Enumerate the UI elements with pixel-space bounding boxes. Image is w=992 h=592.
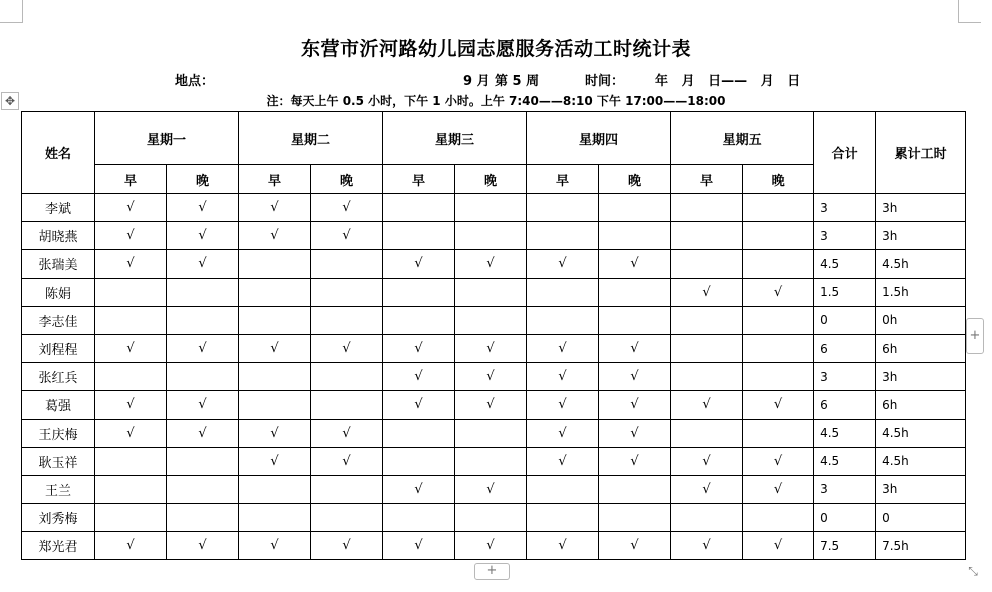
empty-shift-cell[interactable] xyxy=(743,334,814,362)
empty-shift-cell[interactable] xyxy=(95,475,167,503)
empty-shift-cell[interactable] xyxy=(743,194,814,222)
check-mark-icon[interactable]: √ xyxy=(311,532,383,560)
time-label: 时间： xyxy=(585,74,625,89)
cumulative-hours-cell[interactable]: 1.5h xyxy=(876,278,966,306)
check-mark-icon[interactable]: √ xyxy=(671,532,743,560)
check-mark-icon[interactable]: √ xyxy=(95,391,167,419)
check-mark-icon[interactable]: √ xyxy=(95,334,167,362)
empty-shift-cell[interactable] xyxy=(455,504,527,532)
pm-header: 晚 xyxy=(455,165,527,194)
volunteer-name[interactable]: 王庆梅 xyxy=(22,419,95,447)
empty-shift-cell[interactable] xyxy=(743,222,814,250)
empty-shift-cell[interactable] xyxy=(383,306,455,334)
empty-shift-cell[interactable] xyxy=(311,504,383,532)
check-mark-icon[interactable]: √ xyxy=(455,532,527,560)
empty-shift-cell[interactable] xyxy=(95,278,167,306)
work-hours-table xyxy=(21,111,966,560)
total-hours-cell[interactable]: 4.5 xyxy=(814,447,876,475)
table-row xyxy=(22,334,966,362)
empty-shift-cell[interactable] xyxy=(239,363,311,391)
check-mark-icon[interactable]: √ xyxy=(383,250,455,278)
empty-shift-cell[interactable] xyxy=(599,222,671,250)
day-header-wed: 星期三 xyxy=(383,112,527,165)
total-hours-cell[interactable]: 7.5 xyxy=(814,532,876,560)
check-mark-icon[interactable]: √ xyxy=(599,250,671,278)
am-header: 早 xyxy=(239,165,311,194)
check-mark-icon[interactable]: √ xyxy=(167,334,239,362)
total-hours-cell[interactable]: 3 xyxy=(814,363,876,391)
empty-shift-cell[interactable] xyxy=(167,447,239,475)
empty-shift-cell[interactable] xyxy=(671,194,743,222)
check-mark-icon[interactable]: √ xyxy=(671,475,743,503)
check-mark-icon[interactable]: √ xyxy=(599,447,671,475)
check-mark-icon[interactable]: √ xyxy=(743,532,814,560)
volunteer-name[interactable]: 张红兵 xyxy=(22,363,95,391)
empty-shift-cell[interactable] xyxy=(311,391,383,419)
check-mark-icon[interactable]: √ xyxy=(383,334,455,362)
empty-shift-cell[interactable] xyxy=(743,306,814,334)
empty-shift-cell[interactable] xyxy=(239,504,311,532)
total-hours-cell[interactable]: 3 xyxy=(814,222,876,250)
check-mark-icon[interactable]: √ xyxy=(95,532,167,560)
table-row xyxy=(22,278,966,306)
empty-shift-cell[interactable] xyxy=(167,278,239,306)
empty-shift-cell[interactable] xyxy=(167,306,239,334)
volunteer-name[interactable]: 耿玉祥 xyxy=(22,447,95,475)
empty-shift-cell[interactable] xyxy=(239,475,311,503)
total-hours-cell[interactable]: 1.5 xyxy=(814,278,876,306)
volunteer-name[interactable]: 刘秀梅 xyxy=(22,504,95,532)
empty-shift-cell[interactable] xyxy=(239,278,311,306)
empty-shift-cell[interactable] xyxy=(743,250,814,278)
am-header: 早 xyxy=(527,165,599,194)
check-mark-icon[interactable]: √ xyxy=(167,194,239,222)
empty-shift-cell[interactable] xyxy=(527,475,599,503)
cumulative-hours-cell[interactable]: 6h xyxy=(876,391,966,419)
empty-shift-cell[interactable] xyxy=(311,306,383,334)
total-header: 合计 xyxy=(814,112,876,194)
check-mark-icon[interactable]: √ xyxy=(239,334,311,362)
volunteer-name[interactable]: 王兰 xyxy=(22,475,95,503)
table-row xyxy=(22,194,966,222)
check-mark-icon[interactable]: √ xyxy=(743,391,814,419)
check-mark-icon[interactable]: √ xyxy=(383,532,455,560)
empty-shift-cell[interactable] xyxy=(311,363,383,391)
cumulative-hours-cell[interactable]: 0h xyxy=(876,306,966,334)
empty-shift-cell[interactable] xyxy=(455,194,527,222)
volunteer-name[interactable]: 李斌 xyxy=(22,194,95,222)
day-header-tue: 星期二 xyxy=(239,112,383,165)
volunteer-name[interactable]: 李志佳 xyxy=(22,306,95,334)
empty-shift-cell[interactable] xyxy=(311,475,383,503)
volunteer-name[interactable]: 郑光君 xyxy=(22,532,95,560)
table-row xyxy=(22,363,966,391)
empty-shift-cell[interactable] xyxy=(167,475,239,503)
check-mark-icon[interactable]: √ xyxy=(167,222,239,250)
am-header: 早 xyxy=(383,165,455,194)
check-mark-icon[interactable]: √ xyxy=(455,475,527,503)
check-mark-icon[interactable]: √ xyxy=(239,194,311,222)
total-hours-cell[interactable]: 0 xyxy=(814,504,876,532)
page-corner-mark-left xyxy=(0,0,23,23)
day-header-fri: 星期五 xyxy=(671,112,814,165)
total-hours-cell[interactable]: 4.5 xyxy=(814,250,876,278)
empty-shift-cell[interactable] xyxy=(383,222,455,250)
empty-shift-cell[interactable] xyxy=(239,250,311,278)
check-mark-icon[interactable]: √ xyxy=(167,532,239,560)
cumulative-hours-cell[interactable]: 4.5h xyxy=(876,419,966,447)
empty-shift-cell[interactable] xyxy=(383,194,455,222)
empty-shift-cell[interactable] xyxy=(455,278,527,306)
empty-shift-cell[interactable] xyxy=(671,363,743,391)
check-mark-icon[interactable]: √ xyxy=(455,391,527,419)
am-header: 早 xyxy=(671,165,743,194)
week-label: 第 5 周 xyxy=(495,74,540,89)
empty-shift-cell[interactable] xyxy=(167,363,239,391)
check-mark-icon[interactable]: √ xyxy=(743,447,814,475)
check-mark-icon[interactable]: √ xyxy=(95,250,167,278)
empty-shift-cell[interactable] xyxy=(383,419,455,447)
check-mark-icon[interactable]: √ xyxy=(527,419,599,447)
empty-shift-cell[interactable] xyxy=(599,504,671,532)
check-mark-icon[interactable]: √ xyxy=(383,391,455,419)
empty-shift-cell[interactable] xyxy=(95,447,167,475)
empty-shift-cell[interactable] xyxy=(527,222,599,250)
empty-shift-cell[interactable] xyxy=(383,504,455,532)
empty-shift-cell[interactable] xyxy=(743,363,814,391)
cumulative-hours-cell[interactable]: 3h xyxy=(876,363,966,391)
check-mark-icon[interactable]: √ xyxy=(311,334,383,362)
empty-shift-cell[interactable] xyxy=(671,419,743,447)
total-hours-cell[interactable]: 4.5 xyxy=(814,419,876,447)
empty-shift-cell[interactable] xyxy=(599,278,671,306)
empty-shift-cell[interactable] xyxy=(743,504,814,532)
table-row xyxy=(22,222,966,250)
day-header-mon: 星期一 xyxy=(95,112,239,165)
table-resize-icon[interactable]: ⤡ xyxy=(968,564,978,578)
cumulative-hours-cell[interactable]: 7.5h xyxy=(876,532,966,560)
note-text: 注：每天上午 0.5 小时，下午 1 小时。上午 7:40——8:10 下午 17:00——18:00 xyxy=(266,94,726,108)
check-mark-icon[interactable]: √ xyxy=(599,334,671,362)
table-row xyxy=(22,447,966,475)
check-mark-icon[interactable]: √ xyxy=(527,532,599,560)
empty-shift-cell[interactable] xyxy=(599,194,671,222)
day-header-thu: 星期四 xyxy=(527,112,671,165)
empty-shift-cell[interactable] xyxy=(95,504,167,532)
empty-shift-cell[interactable] xyxy=(95,306,167,334)
pm-header: 晚 xyxy=(167,165,239,194)
empty-shift-cell[interactable] xyxy=(671,504,743,532)
empty-shift-cell[interactable] xyxy=(743,419,814,447)
check-mark-icon[interactable]: √ xyxy=(743,278,814,306)
empty-shift-cell[interactable] xyxy=(671,306,743,334)
check-mark-icon[interactable]: √ xyxy=(671,391,743,419)
check-mark-icon[interactable]: √ xyxy=(599,391,671,419)
empty-shift-cell[interactable] xyxy=(671,250,743,278)
check-mark-icon[interactable]: √ xyxy=(527,363,599,391)
check-mark-icon[interactable]: √ xyxy=(383,363,455,391)
cumulative-hours-cell[interactable]: 6h xyxy=(876,334,966,362)
empty-shift-cell[interactable] xyxy=(455,419,527,447)
empty-shift-cell[interactable] xyxy=(455,447,527,475)
check-mark-icon[interactable]: √ xyxy=(311,447,383,475)
empty-shift-cell[interactable] xyxy=(671,222,743,250)
total-hours-cell[interactable]: 3 xyxy=(814,475,876,503)
header-row-days xyxy=(22,112,966,165)
check-mark-icon[interactable]: √ xyxy=(527,391,599,419)
check-mark-icon[interactable]: √ xyxy=(455,334,527,362)
check-mark-icon[interactable]: √ xyxy=(671,447,743,475)
table-row xyxy=(22,475,966,503)
total-hours-cell[interactable]: 6 xyxy=(814,391,876,419)
cumulative-hours-cell[interactable]: 3h xyxy=(876,475,966,503)
name-header: 姓名 xyxy=(22,112,95,194)
add-row-button[interactable]: + xyxy=(474,563,510,580)
pm-header: 晚 xyxy=(743,165,814,194)
check-mark-icon[interactable]: √ xyxy=(599,419,671,447)
table-row xyxy=(22,504,966,532)
cumulative-header: 累计工时 xyxy=(876,112,966,194)
empty-shift-cell[interactable] xyxy=(383,278,455,306)
volunteer-name[interactable]: 胡晓燕 xyxy=(22,222,95,250)
check-mark-icon[interactable]: √ xyxy=(527,447,599,475)
empty-shift-cell[interactable] xyxy=(527,504,599,532)
pm-header: 晚 xyxy=(311,165,383,194)
empty-shift-cell[interactable] xyxy=(311,278,383,306)
check-mark-icon[interactable]: √ xyxy=(95,194,167,222)
volunteer-name[interactable]: 刘程程 xyxy=(22,334,95,362)
total-hours-cell[interactable]: 3 xyxy=(814,194,876,222)
empty-shift-cell[interactable] xyxy=(95,363,167,391)
total-hours-cell[interactable]: 6 xyxy=(814,334,876,362)
empty-shift-cell[interactable] xyxy=(671,334,743,362)
check-mark-icon[interactable]: √ xyxy=(383,475,455,503)
check-mark-icon[interactable]: √ xyxy=(239,532,311,560)
check-mark-icon[interactable]: √ xyxy=(527,334,599,362)
volunteer-name[interactable]: 陈娟 xyxy=(22,278,95,306)
add-column-button[interactable]: + xyxy=(966,318,984,354)
empty-shift-cell[interactable] xyxy=(599,306,671,334)
check-mark-icon[interactable]: √ xyxy=(455,363,527,391)
empty-shift-cell[interactable] xyxy=(311,250,383,278)
check-mark-icon[interactable]: √ xyxy=(599,532,671,560)
empty-shift-cell[interactable] xyxy=(527,306,599,334)
check-mark-icon[interactable]: √ xyxy=(311,419,383,447)
table-row xyxy=(22,532,966,560)
check-mark-icon[interactable]: √ xyxy=(455,250,527,278)
empty-shift-cell[interactable] xyxy=(527,194,599,222)
am-header: 早 xyxy=(95,165,167,194)
check-mark-icon[interactable]: √ xyxy=(599,363,671,391)
check-mark-icon[interactable]: √ xyxy=(95,222,167,250)
empty-shift-cell[interactable] xyxy=(599,475,671,503)
check-mark-icon[interactable]: √ xyxy=(167,250,239,278)
location-label: 地点： xyxy=(175,74,215,89)
cumulative-hours-cell[interactable]: 3h xyxy=(876,222,966,250)
check-mark-icon[interactable]: √ xyxy=(671,278,743,306)
check-mark-icon[interactable]: √ xyxy=(527,250,599,278)
empty-shift-cell[interactable] xyxy=(455,222,527,250)
cumulative-hours-cell[interactable]: 0 xyxy=(876,504,966,532)
table-row xyxy=(22,419,966,447)
check-mark-icon[interactable]: √ xyxy=(743,475,814,503)
month-label: 9 月 xyxy=(463,74,490,89)
check-mark-icon[interactable]: √ xyxy=(311,194,383,222)
check-mark-icon[interactable]: √ xyxy=(239,222,311,250)
check-mark-icon[interactable]: √ xyxy=(167,391,239,419)
check-mark-icon[interactable]: √ xyxy=(311,222,383,250)
check-mark-icon[interactable]: √ xyxy=(95,419,167,447)
empty-shift-cell[interactable] xyxy=(239,306,311,334)
table-body xyxy=(22,194,966,560)
pm-header: 晚 xyxy=(599,165,671,194)
volunteer-name[interactable]: 张瑞美 xyxy=(22,250,95,278)
table-row xyxy=(22,306,966,334)
table-row xyxy=(22,391,966,419)
empty-shift-cell[interactable] xyxy=(383,447,455,475)
table-move-icon[interactable]: ✥ xyxy=(1,92,19,110)
table-row xyxy=(22,250,966,278)
cumulative-hours-cell[interactable]: 4.5h xyxy=(876,250,966,278)
volunteer-name[interactable]: 葛强 xyxy=(22,391,95,419)
total-hours-cell[interactable]: 0 xyxy=(814,306,876,334)
empty-shift-cell[interactable] xyxy=(527,278,599,306)
cumulative-hours-cell[interactable]: 3h xyxy=(876,194,966,222)
empty-shift-cell[interactable] xyxy=(455,306,527,334)
document-title: 东营市沂河路幼儿园志愿服务活动工时统计表 xyxy=(300,38,691,60)
empty-shift-cell[interactable] xyxy=(167,504,239,532)
check-mark-icon[interactable]: √ xyxy=(167,419,239,447)
check-mark-icon[interactable]: √ xyxy=(239,419,311,447)
page-corner-mark-right xyxy=(958,0,981,23)
check-mark-icon[interactable]: √ xyxy=(239,447,311,475)
date-range: 年 月 日—— 月 日 xyxy=(655,74,801,89)
empty-shift-cell[interactable] xyxy=(239,391,311,419)
cumulative-hours-cell[interactable]: 4.5h xyxy=(876,447,966,475)
